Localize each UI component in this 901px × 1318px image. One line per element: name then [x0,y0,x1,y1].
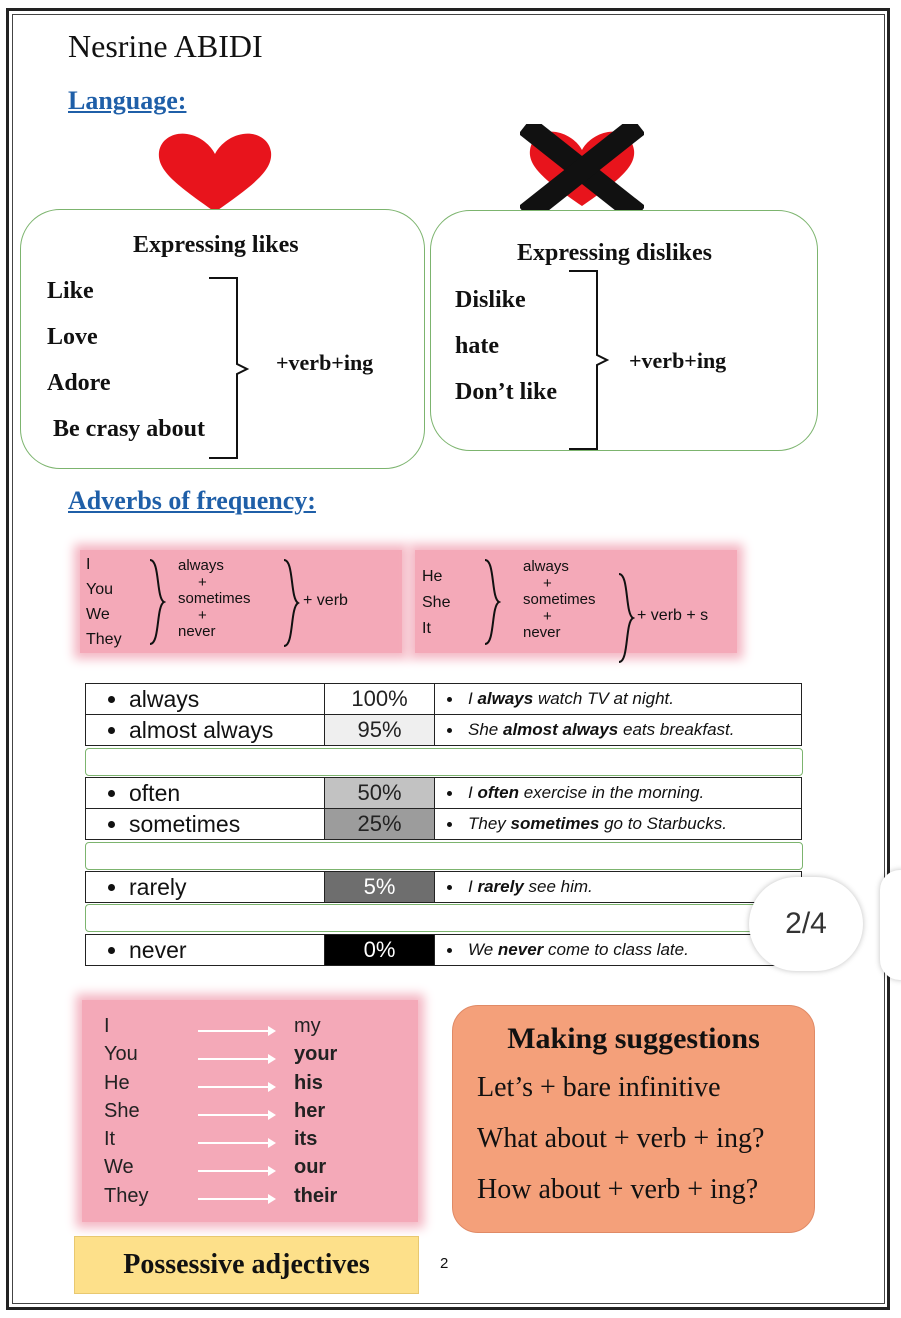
possessive-adjective: our [294,1156,327,1179]
adverb-rule-left-verb: + verb [303,592,348,609]
adverb: always [523,558,569,575]
adverb-cell: almost always [129,716,274,743]
adverb-cell: always [129,685,200,712]
arrow-icon [198,1198,274,1200]
table-row [85,777,802,809]
heading-language: Language: [68,86,187,115]
suggestion-line: Let’s + bare infinitive [477,1072,721,1103]
subject: She [104,1099,140,1122]
adverb: always [178,557,224,574]
subject: You [86,581,113,598]
adverb-cell: often [129,779,181,806]
percent-cell: 95% [324,715,435,745]
example-cell: We never come to class late. [468,940,689,959]
dislikes-item: Dislike [455,287,526,313]
example-cell: They sometimes go to Starbucks. [468,814,727,833]
example-cell: I always watch TV at night. [468,689,675,708]
suggestions-title: Making suggestions [507,1022,760,1055]
likes-item: Adore [47,370,111,396]
dislikes-rule: +verb+ing [629,348,727,373]
table-row [85,714,802,746]
subject: We [86,606,110,623]
dislikes-item: hate [455,333,499,359]
likes-item: Like [47,278,94,304]
subject: We [104,1156,134,1179]
example-cell: She almost always eats breakfast. [468,720,735,739]
suggestion-line: How about + verb + ing? [477,1174,759,1205]
adverb-cell: rarely [129,873,187,900]
likes-item: Be crasy about [53,416,205,442]
possessives-label: Possessive adjectives [74,1236,419,1294]
likes-item: Love [47,324,98,350]
likes-bracket [207,276,257,462]
subject: I [104,1015,110,1037]
brace-icon [481,558,501,646]
dislikes-bracket [567,269,617,453]
adverb: sometimes [178,590,251,607]
crossed-heart-icon [520,124,644,214]
arrow-icon [198,1142,274,1144]
dislikes-box [430,210,818,451]
percent-cell: 25% [324,809,435,839]
plus-sign: + [543,574,552,592]
heart-icon [155,132,275,214]
adverb: never [178,623,216,640]
likes-title: Expressing likes [133,232,299,258]
arrow-icon [198,1058,274,1060]
page-number: 2 [440,1255,449,1272]
possessive-adjective: his [294,1071,323,1094]
spacer-row [85,842,803,870]
subject: It [104,1128,116,1151]
possessives-box [82,1000,418,1222]
adverb-rule-right-verb: + verb + s [637,607,709,624]
possessive-adjective: your [294,1043,338,1066]
dislikes-title: Expressing dislikes [517,240,712,266]
suggestions-box [452,1005,815,1233]
arrow-icon [198,1114,274,1116]
percent-cell: 100% [324,684,435,714]
suggestion-line: What about + verb + ing? [477,1123,765,1154]
dislikes-item: Don’t like [455,379,557,405]
plus-sign: + [198,573,207,591]
spacer-row [85,904,803,932]
table-row [85,871,802,903]
brace-icon [615,572,635,664]
likes-box [20,209,425,469]
percent-cell: 0% [324,935,435,965]
possessive-adjective: their [294,1184,338,1207]
plus-sign: + [543,607,552,625]
subject: You [104,1043,138,1066]
next-page-handle[interactable] [880,870,901,980]
adverb: sometimes [523,591,596,608]
percent-cell: 5% [324,872,435,902]
adverb-rule-right [415,550,737,653]
subject: I [86,556,91,573]
table-row [85,683,802,715]
possessive-adjective: its [294,1128,318,1151]
arrow-icon [198,1030,274,1032]
likes-rule: +verb+ing [276,350,374,375]
brace-icon [146,558,166,646]
percent-cell: 50% [324,778,435,808]
example-cell: I rarely see him. [468,877,593,896]
spacer-row [85,748,803,776]
possessive-adjective: her [294,1099,326,1122]
table-row [85,808,802,840]
page-indicator-badge[interactable]: 2/4 [749,877,863,971]
brace-icon [280,558,300,648]
subject: He [104,1071,130,1094]
adverb-cell: never [129,936,187,963]
arrow-icon [198,1170,274,1172]
adverb-rule-left [80,550,402,653]
subject: He [422,568,443,585]
heading-adverbs: Adverbs of frequency: [68,486,316,515]
author-name: Nesrine ABIDI [68,28,263,64]
table-row [85,934,802,966]
arrow-icon [198,1086,274,1088]
example-cell: I often exercise in the morning. [468,783,705,802]
adverb-cell: sometimes [129,810,241,837]
subject: She [422,594,451,611]
possessive-adjective: my [294,1015,321,1037]
subject: They [104,1184,149,1207]
subject: It [422,620,431,637]
subject: They [86,631,122,648]
adverb: never [523,624,561,641]
plus-sign: + [198,606,207,624]
